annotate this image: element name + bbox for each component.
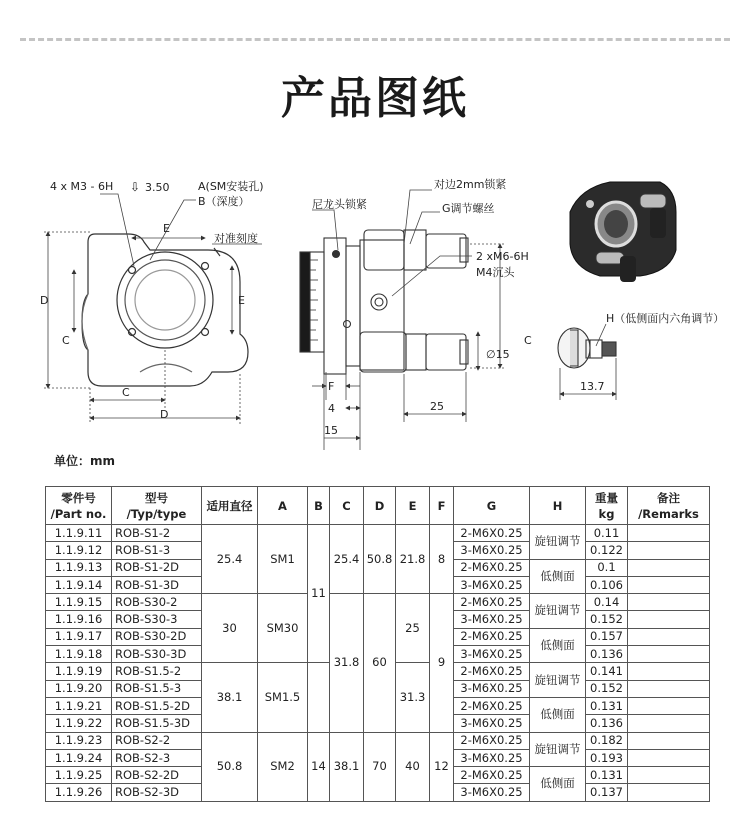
cell-type: ROB-S2-2D bbox=[112, 767, 202, 784]
cell-weight: 0.193 bbox=[586, 749, 628, 766]
cell-remarks bbox=[628, 559, 710, 576]
label-m4: M4沉头 bbox=[476, 266, 515, 279]
cell-weight: 0.141 bbox=[586, 663, 628, 680]
dim-e-right: E bbox=[238, 294, 245, 307]
label-2mm-lock: 对边2mm锁紧 bbox=[434, 178, 507, 191]
cell-remarks bbox=[628, 525, 710, 542]
dim-d-bottom: D bbox=[160, 408, 169, 421]
cell-g: 3-M6X0.25 bbox=[454, 784, 530, 801]
cell-remarks bbox=[628, 784, 710, 801]
cell-type: ROB-S1.5-2 bbox=[112, 663, 202, 680]
dim-c-left: C bbox=[62, 334, 70, 347]
cell-part: 1.1.9.22 bbox=[46, 715, 112, 732]
cell-g: 2-M6X0.25 bbox=[454, 594, 530, 611]
cell-weight: 0.136 bbox=[586, 646, 628, 663]
cell-h: 旋钮调节 bbox=[530, 663, 586, 698]
table-row bbox=[46, 525, 710, 542]
dim-c-bottom: C bbox=[122, 386, 130, 399]
table-row bbox=[46, 732, 710, 749]
cell-c: 31.8 bbox=[330, 594, 364, 732]
cell-h: 旋钮调节 bbox=[530, 525, 586, 560]
dim-dia-15: ∅15 bbox=[486, 348, 510, 361]
cell-weight: 0.131 bbox=[586, 767, 628, 784]
cell-g: 3-M6X0.25 bbox=[454, 542, 530, 559]
thread-spec: 4 x M3 - 6H bbox=[50, 180, 114, 193]
cell-a: SM1.5 bbox=[258, 663, 308, 732]
cell-diameter: 50.8 bbox=[202, 732, 258, 801]
label-a-sm-hole: A(SM安装孔) bbox=[198, 180, 264, 193]
cell-g: 3-M6X0.25 bbox=[454, 576, 530, 593]
cell-diameter: 25.4 bbox=[202, 525, 258, 594]
cell-g: 2-M6X0.25 bbox=[454, 559, 530, 576]
header-c: C bbox=[330, 487, 364, 525]
cell-c: 25.4 bbox=[330, 525, 364, 594]
cell-g: 3-M6X0.25 bbox=[454, 749, 530, 766]
cell-h: 旋钮调节 bbox=[530, 732, 586, 767]
cell-part: 1.1.9.17 bbox=[46, 628, 112, 645]
cell-part: 1.1.9.13 bbox=[46, 559, 112, 576]
cell-c: 38.1 bbox=[330, 732, 364, 801]
cell-h: 低侧面 bbox=[530, 628, 586, 663]
header-e: E bbox=[396, 487, 430, 525]
cell-g: 3-M6X0.25 bbox=[454, 611, 530, 628]
header-d: D bbox=[364, 487, 396, 525]
cell-type: ROB-S1.5-2D bbox=[112, 697, 202, 714]
cell-remarks bbox=[628, 749, 710, 766]
cell-weight: 0.131 bbox=[586, 697, 628, 714]
cell-weight: 0.11 bbox=[586, 525, 628, 542]
cell-part: 1.1.9.15 bbox=[46, 594, 112, 611]
cell-part: 1.1.9.18 bbox=[46, 646, 112, 663]
cell-remarks bbox=[628, 542, 710, 559]
cell-remarks bbox=[628, 767, 710, 784]
cell-type: ROB-S1.5-3D bbox=[112, 715, 202, 732]
header-g: G bbox=[454, 487, 530, 525]
cell-weight: 0.122 bbox=[586, 542, 628, 559]
cell-remarks bbox=[628, 646, 710, 663]
cell-type: ROB-S1-3D bbox=[112, 576, 202, 593]
cell-h: 低侧面 bbox=[530, 697, 586, 732]
cell-b: 11 bbox=[308, 525, 330, 663]
depth-value: 3.50 bbox=[145, 181, 170, 194]
header-part-no: 零件号 /Part no. bbox=[46, 487, 112, 525]
cell-remarks bbox=[628, 628, 710, 645]
product-render bbox=[570, 182, 676, 282]
table-row bbox=[46, 594, 710, 611]
cell-type: ROB-S2-2 bbox=[112, 732, 202, 749]
cell-diameter: 38.1 bbox=[202, 663, 258, 732]
cell-type: ROB-S2-3D bbox=[112, 784, 202, 801]
cell-part: 1.1.9.20 bbox=[46, 680, 112, 697]
cell-weight: 0.136 bbox=[586, 715, 628, 732]
label-m6: 2 xM6-6H bbox=[476, 250, 529, 263]
cell-part: 1.1.9.14 bbox=[46, 576, 112, 593]
cell-g: 3-M6X0.25 bbox=[454, 715, 530, 732]
spec-table bbox=[45, 486, 710, 802]
header-a: A bbox=[258, 487, 308, 525]
cell-f: 9 bbox=[430, 594, 454, 732]
cell-part: 1.1.9.21 bbox=[46, 697, 112, 714]
label-nylon-lock: 尼龙头锁紧 bbox=[312, 198, 367, 211]
technical-drawing bbox=[0, 160, 750, 450]
cell-g: 3-M6X0.25 bbox=[454, 646, 530, 663]
dim-15: 15 bbox=[324, 424, 338, 437]
header-type: 型号 /Typ/type bbox=[112, 487, 202, 525]
cell-weight: 0.152 bbox=[586, 611, 628, 628]
cell-a: SM30 bbox=[258, 594, 308, 663]
cell-g: 2-M6X0.25 bbox=[454, 767, 530, 784]
label-h-hex: H（低侧面内六角调节） bbox=[606, 312, 725, 325]
cell-g: 2-M6X0.25 bbox=[454, 732, 530, 749]
label-g-screw: G调节螺丝 bbox=[442, 202, 495, 215]
cell-weight: 0.1 bbox=[586, 559, 628, 576]
cell-remarks bbox=[628, 594, 710, 611]
table-header-row bbox=[46, 487, 710, 525]
dim-d-left: D bbox=[40, 294, 49, 307]
cell-g: 2-M6X0.25 bbox=[454, 663, 530, 680]
cell-h: 低侧面 bbox=[530, 559, 586, 594]
header-f: F bbox=[430, 487, 454, 525]
cell-d: 50.8 bbox=[364, 525, 396, 594]
cell-remarks bbox=[628, 715, 710, 732]
cell-g: 2-M6X0.25 bbox=[454, 628, 530, 645]
cell-part: 1.1.9.26 bbox=[46, 784, 112, 801]
unit-label: 单位：mm bbox=[54, 454, 116, 468]
cell-remarks bbox=[628, 576, 710, 593]
cell-part: 1.1.9.16 bbox=[46, 611, 112, 628]
cell-remarks bbox=[628, 732, 710, 749]
cell-f: 12 bbox=[430, 732, 454, 801]
cell-type: ROB-S2-3 bbox=[112, 749, 202, 766]
cell-type: ROB-S30-2D bbox=[112, 628, 202, 645]
depth-symbol: ⇩ bbox=[130, 180, 141, 194]
cell-weight: 0.14 bbox=[586, 594, 628, 611]
cell-e: 40 bbox=[396, 732, 430, 801]
dim-f: F bbox=[328, 380, 335, 393]
cell-part: 1.1.9.12 bbox=[46, 542, 112, 559]
label-align-scale: 对准刻度 bbox=[214, 232, 258, 245]
cell-part: 1.1.9.11 bbox=[46, 525, 112, 542]
cell-e: 21.8 bbox=[396, 525, 430, 594]
cell-e: 25 bbox=[396, 594, 430, 663]
dim-13-7: 13.7 bbox=[580, 380, 605, 393]
cell-type: ROB-S1-2D bbox=[112, 559, 202, 576]
page-title: 产品图纸 bbox=[281, 73, 469, 124]
cell-weight: 0.137 bbox=[586, 784, 628, 801]
cell-d: 70 bbox=[364, 732, 396, 801]
cell-g: 3-M6X0.25 bbox=[454, 680, 530, 697]
dim-e-top: E bbox=[163, 222, 170, 235]
side-view bbox=[300, 230, 468, 374]
cell-weight: 0.152 bbox=[586, 680, 628, 697]
cell-weight: 0.182 bbox=[586, 732, 628, 749]
header-b: B bbox=[308, 487, 330, 525]
cell-weight: 0.106 bbox=[586, 576, 628, 593]
cell-remarks bbox=[628, 611, 710, 628]
cell-part: 1.1.9.19 bbox=[46, 663, 112, 680]
cell-g: 2-M6X0.25 bbox=[454, 697, 530, 714]
cell-d: 60 bbox=[364, 594, 396, 732]
cell-h: 旋钮调节 bbox=[530, 594, 586, 629]
cell-remarks bbox=[628, 680, 710, 697]
header-remarks: 备注 /Remarks bbox=[628, 487, 710, 525]
cell-part: 1.1.9.24 bbox=[46, 749, 112, 766]
header-h: H bbox=[530, 487, 586, 525]
dim-25: 25 bbox=[430, 400, 444, 413]
cell-type: ROB-S30-3D bbox=[112, 646, 202, 663]
label-b-depth: B（深度） bbox=[198, 195, 250, 208]
dim-4: 4 bbox=[328, 402, 335, 415]
cell-type: ROB-S30-2 bbox=[112, 594, 202, 611]
cell-weight: 0.157 bbox=[586, 628, 628, 645]
cell-b: 14 bbox=[308, 732, 330, 801]
cell-g: 2-M6X0.25 bbox=[454, 525, 530, 542]
header-diameter: 适用直径 bbox=[202, 487, 258, 525]
cell-h: 低侧面 bbox=[530, 767, 586, 802]
cell-type: ROB-S1-3 bbox=[112, 542, 202, 559]
cell-remarks bbox=[628, 663, 710, 680]
cell-a: SM1 bbox=[258, 525, 308, 594]
dim-c-side: C bbox=[524, 334, 532, 347]
header-weight: 重量 kg bbox=[586, 487, 628, 525]
top-dashed-divider bbox=[20, 38, 730, 41]
cell-b bbox=[308, 663, 330, 732]
cell-a: SM2 bbox=[258, 732, 308, 801]
knob-view bbox=[558, 328, 616, 368]
cell-type: ROB-S30-3 bbox=[112, 611, 202, 628]
cell-remarks bbox=[628, 697, 710, 714]
cell-e: 31.3 bbox=[396, 663, 430, 732]
cell-f: 8 bbox=[430, 525, 454, 594]
cell-type: ROB-S1-2 bbox=[112, 525, 202, 542]
cell-part: 1.1.9.25 bbox=[46, 767, 112, 784]
cell-diameter: 30 bbox=[202, 594, 258, 663]
cell-part: 1.1.9.23 bbox=[46, 732, 112, 749]
cell-type: ROB-S1.5-3 bbox=[112, 680, 202, 697]
